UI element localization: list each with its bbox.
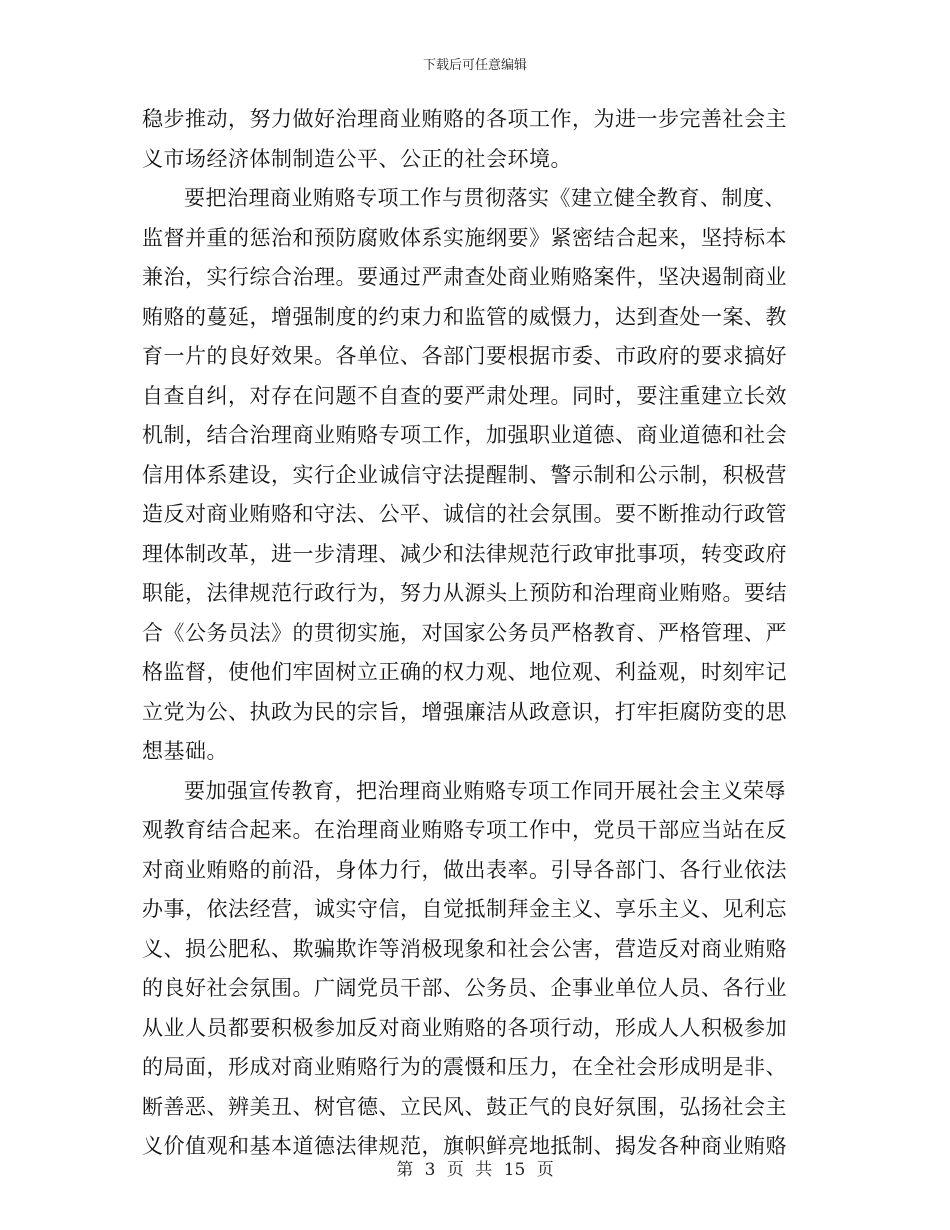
- text-line: 义市场经济体制制造公平、公正的社会环境。: [142, 146, 572, 171]
- text-line: 自查自纠，对存在问题不自查的要严肃处理。同时，要注重建立长效: [142, 383, 787, 408]
- text-line: 办事，依法经营，诚实守信，自觉抵制拜金主义、享乐主义、见利忘: [142, 897, 787, 921]
- text-line: 信用体系建设，实行企业诚信守法提醒制、警示制和公示制，积极营: [142, 462, 787, 487]
- text-line: 育一片的良好效果。各单位、各部门要根据市委、市政府的要求搞好: [142, 344, 787, 368]
- text-line: 理体制改革，进一步清理、减少和法律规范行政审批事项，转变政府: [142, 541, 787, 566]
- text-line: 断善恶、辨美丑、树官德、立民风、鼓正气的良好氛围，弘扬社会主: [142, 1094, 787, 1119]
- text-line: 的良好社会氛围。广阔党员干部、公务员、企事业单位人员、各行业: [142, 976, 787, 1000]
- text-line: 对商业贿赂的前沿，身体力行，做出表率。引导各部门、各行业依法: [142, 857, 787, 882]
- text-line: 观教育结合起来。在治理商业贿赂专项工作中，党员干部应当站在反: [142, 818, 787, 842]
- text-line: 要加强宣传教育，把治理商业贿赂专项工作同开展社会主义荣辱: [184, 778, 786, 803]
- page-footer: 第 3 页 共 15 页: [396, 1160, 554, 1180]
- text-line: 立党为公、执政为民的宗旨，增强廉洁从政意识，打牢拒腐防变的思: [142, 699, 787, 724]
- text-line: 要把治理商业贿赂专项工作与贯彻落实《建立健全教育、制度、: [184, 186, 786, 210]
- text-line: 的局面，形成对商业贿赂行为的震慑和压力，在全社会形成明是非、: [142, 1055, 787, 1079]
- paragraph-1: [142, 100, 798, 179]
- text-line: 稳步推动，努力做好治理商业贿赂的各项工作，为进一步完善社会主: [142, 107, 787, 131]
- text-line: 合《公务员法》的贯彻实施，对国家公务员严格教育、严格管理、严: [142, 620, 787, 645]
- text-line: 造反对商业贿赂和守法、公平、诚信的社会氛围。要不断推动行政管: [142, 502, 787, 526]
- text-line: 义价值观和基本道德法律规范，旗帜鲜亮地抵制、揭发各种商业贿赂: [142, 1134, 787, 1158]
- text-line: 贿赂的蔓延，增强制度的约束力和监管的威慑力，达到查处一案、教: [142, 304, 787, 329]
- text-line: 想基础。: [142, 739, 228, 763]
- page-header: 下载后可任意编辑: [422, 58, 527, 73]
- text-line: 从业人员都要积极参加反对商业贿赂的各项行动，形成人人积极参加: [142, 1015, 787, 1040]
- text-line: 格监督，使他们牢固树立正确的权力观、地位观、利益观，时刻牢记: [142, 660, 787, 684]
- text-line: 监督并重的惩治和预防腐败体系实施纲要》紧密结合起来，坚持标本: [142, 225, 787, 250]
- text-line: 义、损公肥私、欺骗欺诈等消极现象和社会公害，营造反对商业贿赂: [142, 936, 787, 961]
- paragraph-2: [142, 179, 798, 772]
- text-line: 机制，结合治理商业贿赂专项工作，加强职业道德、商业道德和社会: [142, 423, 787, 447]
- body-text: [142, 100, 798, 1167]
- text-line: 兼治，实行综合治理。要通过严肃查处商业贿赂案件，坚决遏制商业: [142, 265, 787, 289]
- text-line: 职能，法律规范行政行为，努力从源头上预防和治理商业贿赂。要结: [142, 581, 787, 605]
- paragraph-3: [142, 772, 798, 1167]
